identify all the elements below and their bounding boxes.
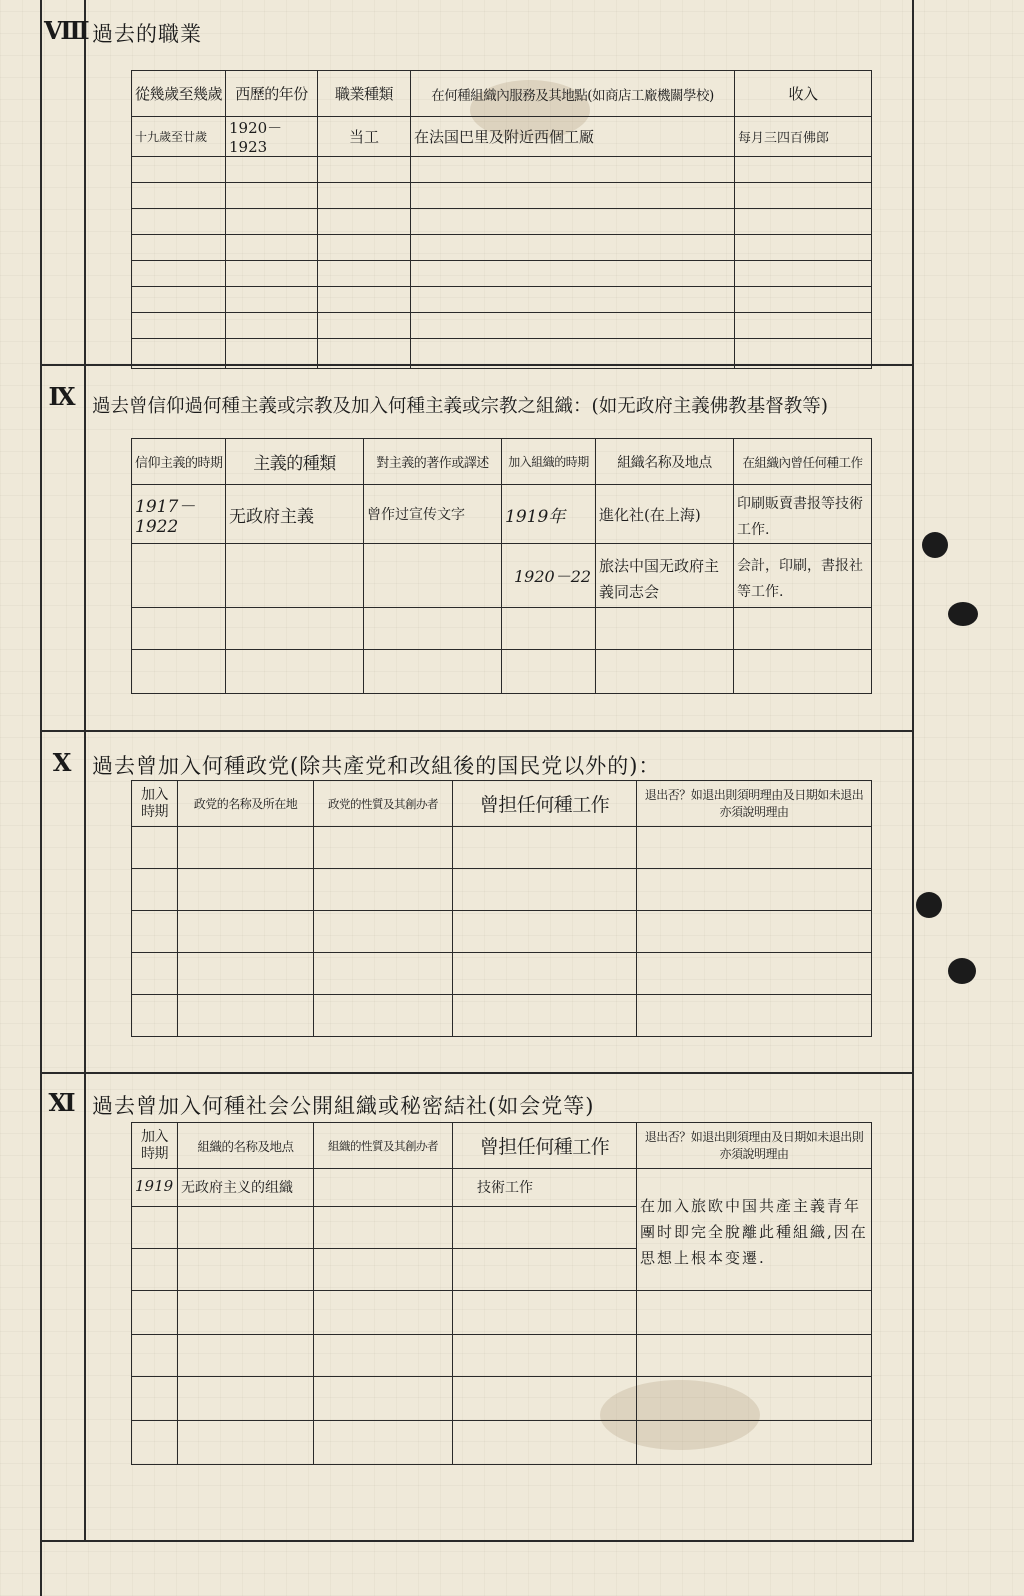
column-header: 組織名称及地点	[596, 439, 734, 485]
table-cell	[132, 544, 226, 608]
column-header: 曾担任何種工作	[453, 781, 637, 827]
punch-hole	[948, 958, 976, 984]
table-cell	[364, 544, 502, 608]
column-header: 退出否？如退出則須明理由及日期如未退出亦須說明理由	[637, 781, 872, 827]
column-header: 西歷的年份	[226, 71, 318, 117]
table-header-row	[132, 781, 872, 827]
table-cell: 在法国巴里及附近西個工厰	[411, 117, 735, 157]
table-row	[132, 485, 872, 544]
table-row	[132, 911, 872, 953]
column-header: 在何種組織內服務及其地點(如商店工廠機關學校)	[411, 71, 735, 117]
section-numeral: Ⅹ	[52, 748, 72, 777]
table-cell: 当工	[318, 117, 411, 157]
table-cell: 1919年	[502, 485, 596, 544]
table-row	[132, 313, 872, 339]
table-row	[132, 1291, 872, 1335]
punch-hole	[948, 602, 978, 626]
table-row	[132, 650, 872, 694]
section-title: 過去曾信仰過何種主義或宗教及加入何種主義或宗教之組織：(如无政府主義佛教基督教等)	[92, 396, 828, 417]
column-header: 政党的性質及其創办者	[314, 781, 453, 827]
table-row	[132, 183, 872, 209]
column-header: 組織的性質及其創办者	[314, 1123, 453, 1169]
column-header: 對主義的著作或譯述	[364, 439, 502, 485]
table-cell: 1919	[132, 1169, 178, 1207]
table-cell: 1917－1922	[132, 485, 226, 544]
column-header: 組織的名称及地点	[178, 1123, 314, 1169]
punch-hole	[916, 892, 942, 918]
section-numeral: Ⅺ	[48, 1088, 76, 1117]
table-row	[132, 1421, 872, 1465]
table-cell: 旅法中国无政府主義同志会	[596, 544, 734, 608]
table-cell: 進化社(在上海)	[596, 485, 734, 544]
frame-bottom-line	[40, 1540, 914, 1542]
political-party-table	[131, 780, 872, 1037]
table-cell: 1920－22	[502, 544, 596, 608]
column-header: 收入	[735, 71, 872, 117]
table-row	[132, 827, 872, 869]
section-divider	[40, 730, 914, 732]
column-header: 主義的種類	[226, 439, 364, 485]
section-title: 過去曾加入何種政党(除共產党和改組後的国民党以外的)：	[92, 754, 661, 778]
column-header: 加入組織的時期	[502, 439, 596, 485]
table-header-row	[132, 71, 872, 117]
column-header: 從幾歲至幾歲	[132, 71, 226, 117]
table-cell: 无政府主义的组織	[178, 1169, 314, 1207]
column-header: 職業種類	[318, 71, 411, 117]
table-row	[132, 953, 872, 995]
table-cell: 每月三四百佛郎	[735, 117, 872, 157]
table-row	[132, 209, 872, 235]
column-header: 退出否？如退出則須理由及日期如未退出則亦須說明理由	[637, 1123, 872, 1169]
table-header-row	[132, 1123, 872, 1169]
table-row	[132, 117, 872, 157]
table-row	[132, 1335, 872, 1377]
column-header: 加入時期	[132, 781, 178, 827]
section-title: 過去的職業	[92, 22, 202, 46]
table-cell	[226, 544, 364, 608]
table-cell	[314, 1169, 453, 1207]
table-row	[132, 261, 872, 287]
table-row	[132, 235, 872, 261]
punch-hole	[922, 532, 948, 558]
table-row	[132, 1169, 872, 1207]
table-cell: 技術工作	[453, 1169, 637, 1207]
frame-numeral-column-line	[84, 0, 86, 1540]
frame-right-line	[912, 0, 914, 1540]
table-cell: 曾作过宣传文字	[364, 485, 502, 544]
table-row	[132, 869, 872, 911]
section-title: 過去曾加入何種社会公開組織或秘密結社(如会党等)	[92, 1094, 595, 1118]
column-header: 政党的名称及所在地	[178, 781, 314, 827]
table-header-row	[132, 439, 872, 485]
ideology-table	[131, 438, 872, 694]
table-row	[132, 608, 872, 650]
section-numeral: Ⅷ	[44, 16, 90, 45]
section-divider	[40, 1072, 914, 1074]
section-numeral: Ⅸ	[48, 382, 76, 411]
table-row	[132, 287, 872, 313]
occupation-table	[131, 70, 872, 369]
table-cell: 印刷販賣書报等技術工作.	[734, 485, 872, 544]
table-row	[132, 995, 872, 1037]
frame-left-line	[40, 0, 42, 1596]
table-cell: 在加入旅欧中国共產主義青年團时即完全脫離此種組織,因在思想上根本变遷.	[637, 1169, 872, 1291]
table-cell: 会計，印刷，書报社等工作.	[734, 544, 872, 608]
table-cell: 无政府主義	[226, 485, 364, 544]
table-row	[132, 544, 872, 608]
secret-society-table	[131, 1122, 872, 1465]
table-row	[132, 339, 872, 369]
table-row	[132, 157, 872, 183]
column-header: 信仰主義的時期	[132, 439, 226, 485]
table-row	[132, 1377, 872, 1421]
column-header: 在組織內曾任何種工作	[734, 439, 872, 485]
table-cell: 1920－1923	[226, 117, 318, 157]
table-cell: 十九歲至廿歲	[132, 117, 226, 157]
column-header: 曾担任何種工作	[453, 1123, 637, 1169]
column-header: 加入時期	[132, 1123, 178, 1169]
